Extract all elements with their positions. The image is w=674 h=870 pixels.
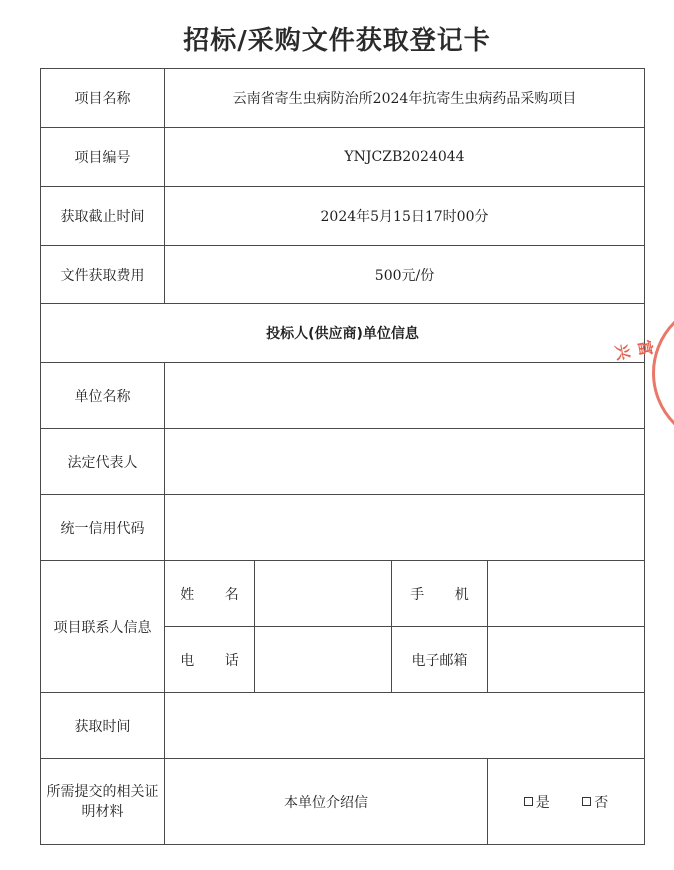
deadline-value: 2024年5月15日17时00分: [165, 187, 645, 246]
credit-code-label: 统一信用代码: [41, 495, 165, 561]
deadline-label: 获取截止时间: [41, 187, 165, 246]
bidder-section-header: 投标人(供应商)单位信息: [41, 304, 645, 363]
option-yes[interactable]: 是: [524, 792, 550, 812]
fee-label: 文件获取费用: [41, 246, 165, 304]
contact-phone-label: 电 话: [165, 627, 255, 693]
materials-options: [488, 759, 645, 845]
project-name-value: 云南省寄生虫病防治所2024年抗寄生虫病药品采购项目: [165, 69, 645, 128]
checkbox-icon[interactable]: [524, 797, 533, 806]
contact-mobile-label: 手 机: [392, 561, 488, 627]
materials-label: 所需提交的相关证明材料: [41, 759, 165, 845]
materials-value: 本单位介绍信: [165, 759, 488, 845]
row-credit-code: [41, 495, 645, 561]
checkbox-icon[interactable]: [582, 797, 591, 806]
contact-phone-field[interactable]: [255, 627, 392, 693]
legal-rep-label: 法定代表人: [41, 429, 165, 495]
unit-name-field[interactable]: [165, 363, 645, 429]
row-project-number: [41, 128, 645, 187]
contact-email-field[interactable]: [488, 627, 645, 693]
contact-info-label: 项目联系人信息: [41, 561, 165, 693]
project-number-value: YNJCZB2024044: [165, 128, 645, 187]
stamp-text: 富 兴: [611, 338, 656, 362]
page-title: 招标/采购文件获取登记卡: [183, 26, 491, 56]
contact-email-label: 电子邮箱: [392, 627, 488, 693]
project-name-label: 项目名称: [41, 69, 165, 128]
row-project-name: [41, 69, 645, 128]
row-obtain-time: [41, 693, 645, 759]
unit-name-label: 单位名称: [41, 363, 165, 429]
fee-value: 500元/份: [165, 246, 645, 304]
row-materials: [41, 759, 645, 845]
contact-name-field[interactable]: [255, 561, 392, 627]
option-no[interactable]: 否: [582, 792, 608, 812]
legal-rep-field[interactable]: [165, 429, 645, 495]
row-section-header: [41, 304, 645, 363]
row-deadline: [41, 187, 645, 246]
row-legal-rep: [41, 429, 645, 495]
obtain-time-label: 获取时间: [41, 693, 165, 759]
red-seal-stamp: [652, 300, 674, 446]
row-unit-name: [41, 363, 645, 429]
obtain-time-field[interactable]: [165, 693, 645, 759]
credit-code-field[interactable]: [165, 495, 645, 561]
row-fee: [41, 246, 645, 304]
registration-card-table: [40, 68, 645, 845]
row-contact-1: [41, 561, 645, 627]
contact-mobile-field[interactable]: [488, 561, 645, 627]
contact-name-label: 姓 名: [165, 561, 255, 627]
project-number-label: 项目编号: [41, 128, 165, 187]
